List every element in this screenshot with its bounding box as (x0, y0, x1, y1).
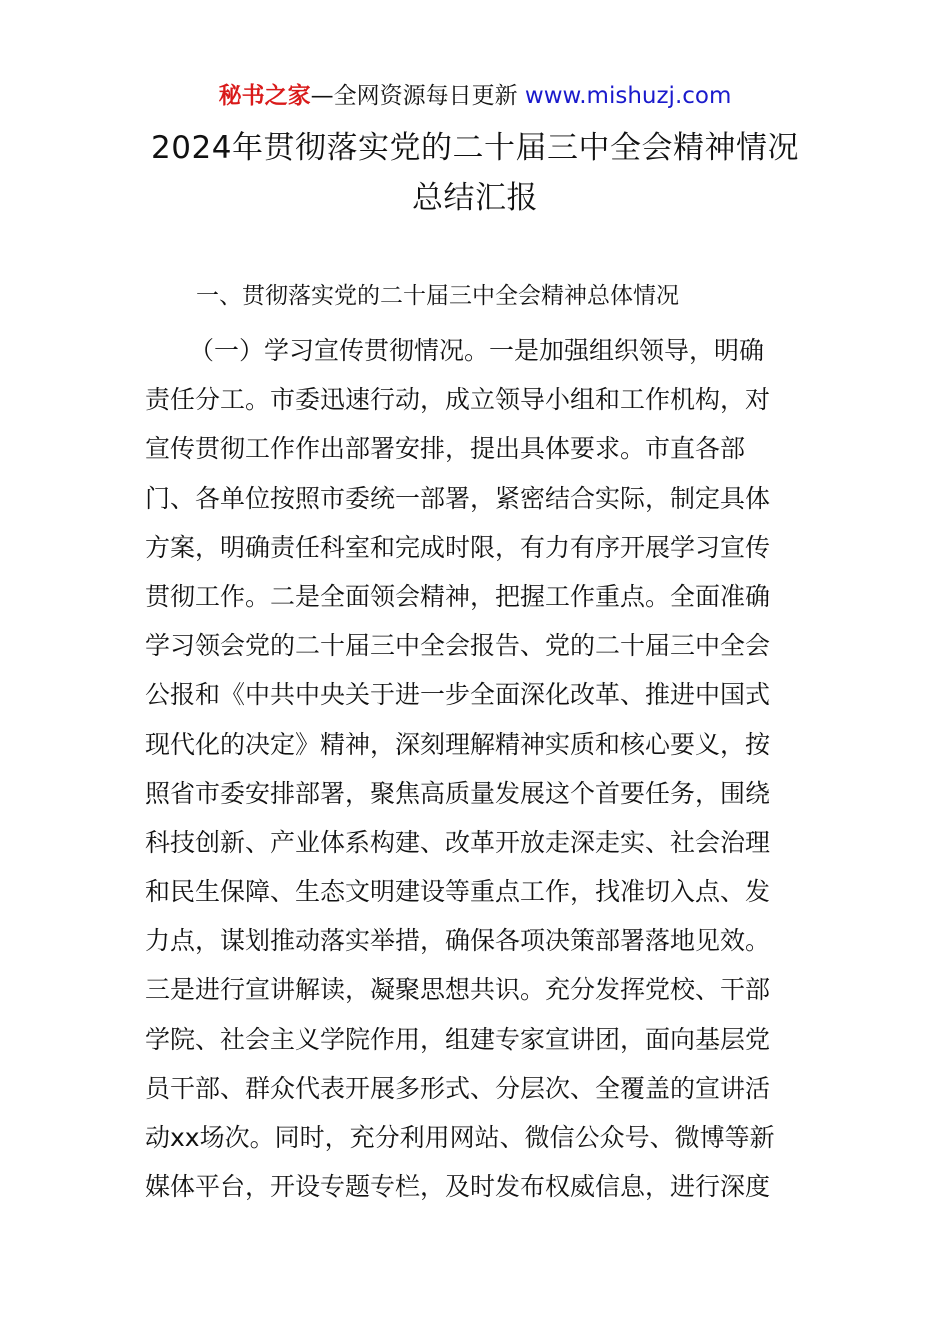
body-line: 和民生保障、生态文明建设等重点工作，找准切入点、发 (145, 877, 771, 907)
body-line: 宣传贯彻工作作出部署安排，提出具体要求。市直各部 (145, 434, 746, 464)
section-heading: 一、贯彻落实党的二十届三中全会精神总体情况 (196, 283, 679, 309)
body-line: 学院、社会主义学院作用，组建专家宣讲团，面向基层党 (145, 1024, 771, 1054)
body-line: 照省市委安排部署，聚焦高质量发展这个首要任务，围绕 (145, 778, 771, 808)
body-line: 现代化的决定》精神，深刻理解精神实质和核心要义，按 (145, 729, 771, 759)
body-line: 力点，谋划推动落实举措，确保各项决策部署落地见效。 (145, 926, 771, 956)
body-line: 员干部、群众代表开展多形式、分层次、全覆盖的宣讲活 (145, 1073, 771, 1103)
document-title-line-1: 2024年贯彻落实党的二十届三中全会精神情况 (151, 130, 799, 166)
body-line: 门、各单位按照市委统一部署，紧密结合实际，制定具体 (145, 483, 771, 513)
body-line: 责任分工。市委迅速行动，成立领导小组和工作机构，对 (145, 385, 771, 415)
site-brand: 秘书之家 (218, 83, 311, 109)
site-tagline: —全网资源每日更新 (310, 83, 518, 109)
body-line: 学习领会党的二十届三中全会报告、党的二十届三中全会 (145, 631, 771, 661)
body-line: （一）学习宣传贯彻情况。一是加强组织领导，明确 (189, 336, 765, 365)
body-line: 贯彻工作。二是全面领会精神，把握工作重点。全面准确 (145, 581, 771, 611)
body-paragraph (145, 326, 810, 1211)
body-line: 科技创新、产业体系构建、改革开放走深走实、社会治理 (145, 827, 771, 857)
site-header (0, 80, 950, 112)
document-title-line-2: 总结汇报 (412, 180, 538, 216)
body-line: 公报和《中共中央关于进一步全面深化改革、推进中国式 (145, 680, 771, 710)
site-url-link[interactable]: www.mishuzj.com (524, 83, 732, 109)
body-line: 媒体平台，开设专题专栏，及时发布权威信息，进行深度 (145, 1172, 771, 1202)
body-line: 三是进行宣讲解读，凝聚思想共识。充分发挥党校、干部 (145, 975, 771, 1005)
body-line: 动xx场次。同时，充分利用网站、微信公众号、微博等新 (145, 1123, 775, 1152)
body-line: 方案，明确责任科室和完成时限，有力有序开展学习宣传 (145, 532, 771, 562)
